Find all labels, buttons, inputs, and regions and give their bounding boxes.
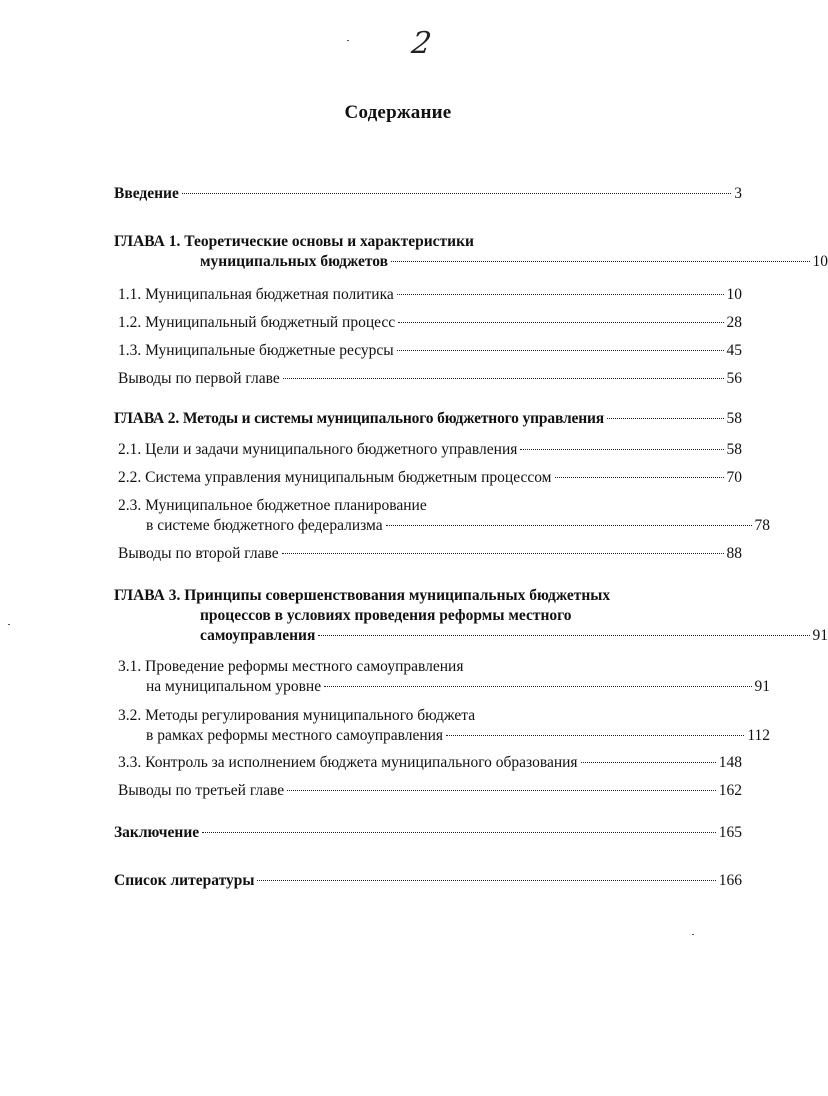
- toc-label: 1.3. Муниципальные бюджетные ресурсы: [118, 342, 394, 359]
- toc-page: 70: [726, 469, 742, 486]
- toc-entry-chapter-1: [114, 232, 828, 272]
- toc-page: 91: [812, 627, 828, 644]
- toc-page: 112: [747, 727, 770, 744]
- toc-label: самоуправления: [200, 627, 316, 644]
- scan-speck: [347, 40, 349, 41]
- toc-label: 2.3. Муниципальное бюджетное планирование: [118, 497, 427, 514]
- leader-dots: [182, 193, 731, 194]
- toc-label: на муниципальном уровне: [146, 678, 322, 695]
- leader-dots: [282, 553, 724, 554]
- toc-entry-chapter-3: [114, 586, 828, 646]
- toc-page: 78: [754, 517, 770, 534]
- leader-dots: [397, 294, 724, 295]
- toc-page: 148: [718, 754, 742, 771]
- toc-page: 165: [718, 824, 742, 841]
- toc-label: 2.1. Цели и задачи муниципального бюджетного управления: [118, 441, 518, 458]
- leader-dots: [397, 350, 724, 351]
- toc-entry-2-3: [118, 496, 770, 536]
- leader-dots: [257, 880, 715, 881]
- toc-label: ГЛАВА 1. Теоретические основы и характеристики: [114, 233, 474, 250]
- toc-entry-1-1: [118, 285, 742, 305]
- toc-label: 3.1. Проведение реформы местного самоуправления: [118, 658, 464, 675]
- toc-label: процессов в условиях проведения реформы местного: [200, 607, 572, 624]
- toc-page: 10: [726, 286, 742, 303]
- leader-dots: [398, 322, 723, 323]
- toc-page: 56: [726, 370, 742, 387]
- toc-page: 166: [718, 872, 742, 889]
- toc-page: 45: [726, 342, 742, 359]
- toc-entry-2-2: [118, 468, 742, 488]
- toc-label: Выводы по второй главе: [118, 545, 279, 562]
- toc-entry-2-1: [118, 440, 742, 460]
- leader-dots: [386, 525, 752, 526]
- toc-label: Введение: [114, 185, 179, 202]
- handwritten-page-number: 2: [409, 26, 434, 61]
- toc-entry-references: [114, 871, 742, 891]
- toc-label: Выводы по третьей главе: [118, 782, 285, 799]
- toc-entry-1-conclusion: [118, 369, 742, 389]
- toc-page: 10: [812, 253, 828, 270]
- scan-speck: [692, 934, 694, 935]
- toc-entry-chapter-2: [114, 409, 742, 429]
- toc-page: 28: [726, 314, 742, 331]
- leader-dots: [324, 686, 751, 687]
- page-title: Содержание: [344, 102, 452, 123]
- toc-label: ГЛАВА 3. Принципы совершенствования муниципальных бюджетных: [114, 587, 611, 604]
- toc-entry-3-3: [118, 753, 742, 773]
- leader-dots: [607, 418, 723, 419]
- leader-dots: [287, 790, 716, 791]
- toc-label: Заключение: [114, 824, 200, 841]
- leader-dots: [446, 735, 744, 736]
- toc-page: 91: [754, 678, 770, 695]
- leader-dots: [318, 635, 809, 636]
- toc-page: 58: [726, 410, 742, 427]
- toc-label: 1.1. Муниципальная бюджетная политика: [118, 286, 394, 303]
- toc-label: в системе бюджетного федерализма: [146, 517, 383, 534]
- toc-label: муниципальных бюджетов: [200, 253, 389, 270]
- toc-entry-3-1: [118, 657, 770, 697]
- toc-page: 88: [726, 545, 742, 562]
- toc-label: Выводы по первой главе: [118, 370, 280, 387]
- toc-label: 1.2. Муниципальный бюджетный процесс: [118, 314, 396, 331]
- toc-entry-1-2: [118, 313, 742, 333]
- toc-page: 58: [726, 441, 742, 458]
- toc-label: ГЛАВА 2. Методы и системы муниципального бюджетного управления: [114, 410, 605, 427]
- toc-label: в рамках реформы местного самоуправления: [146, 727, 444, 744]
- toc-entry-3-conclusion: [118, 781, 742, 801]
- scan-speck: [8, 624, 10, 625]
- leader-dots: [202, 832, 716, 833]
- toc-entry-conclusion: [114, 823, 742, 843]
- leader-dots: [520, 449, 723, 450]
- toc-entry-2-conclusion: [118, 544, 742, 564]
- toc-entry-3-2: [118, 706, 770, 746]
- toc-label: Список литературы: [114, 872, 255, 889]
- leader-dots: [391, 261, 809, 262]
- leader-dots: [581, 762, 716, 763]
- toc-label: 2.2. Система управления муниципальным бюджетным процессом: [118, 469, 552, 486]
- toc-page: 162: [718, 782, 742, 799]
- toc-label: 3.3. Контроль за исполнением бюджета муниципального образования: [118, 754, 578, 771]
- leader-dots: [283, 378, 724, 379]
- toc-entry-intro: [114, 184, 742, 204]
- toc-page: 3: [734, 185, 742, 202]
- toc-entry-1-3: [118, 341, 742, 361]
- toc-label: 3.2. Методы регулирования муниципального бюджета: [118, 707, 476, 724]
- leader-dots: [555, 477, 724, 478]
